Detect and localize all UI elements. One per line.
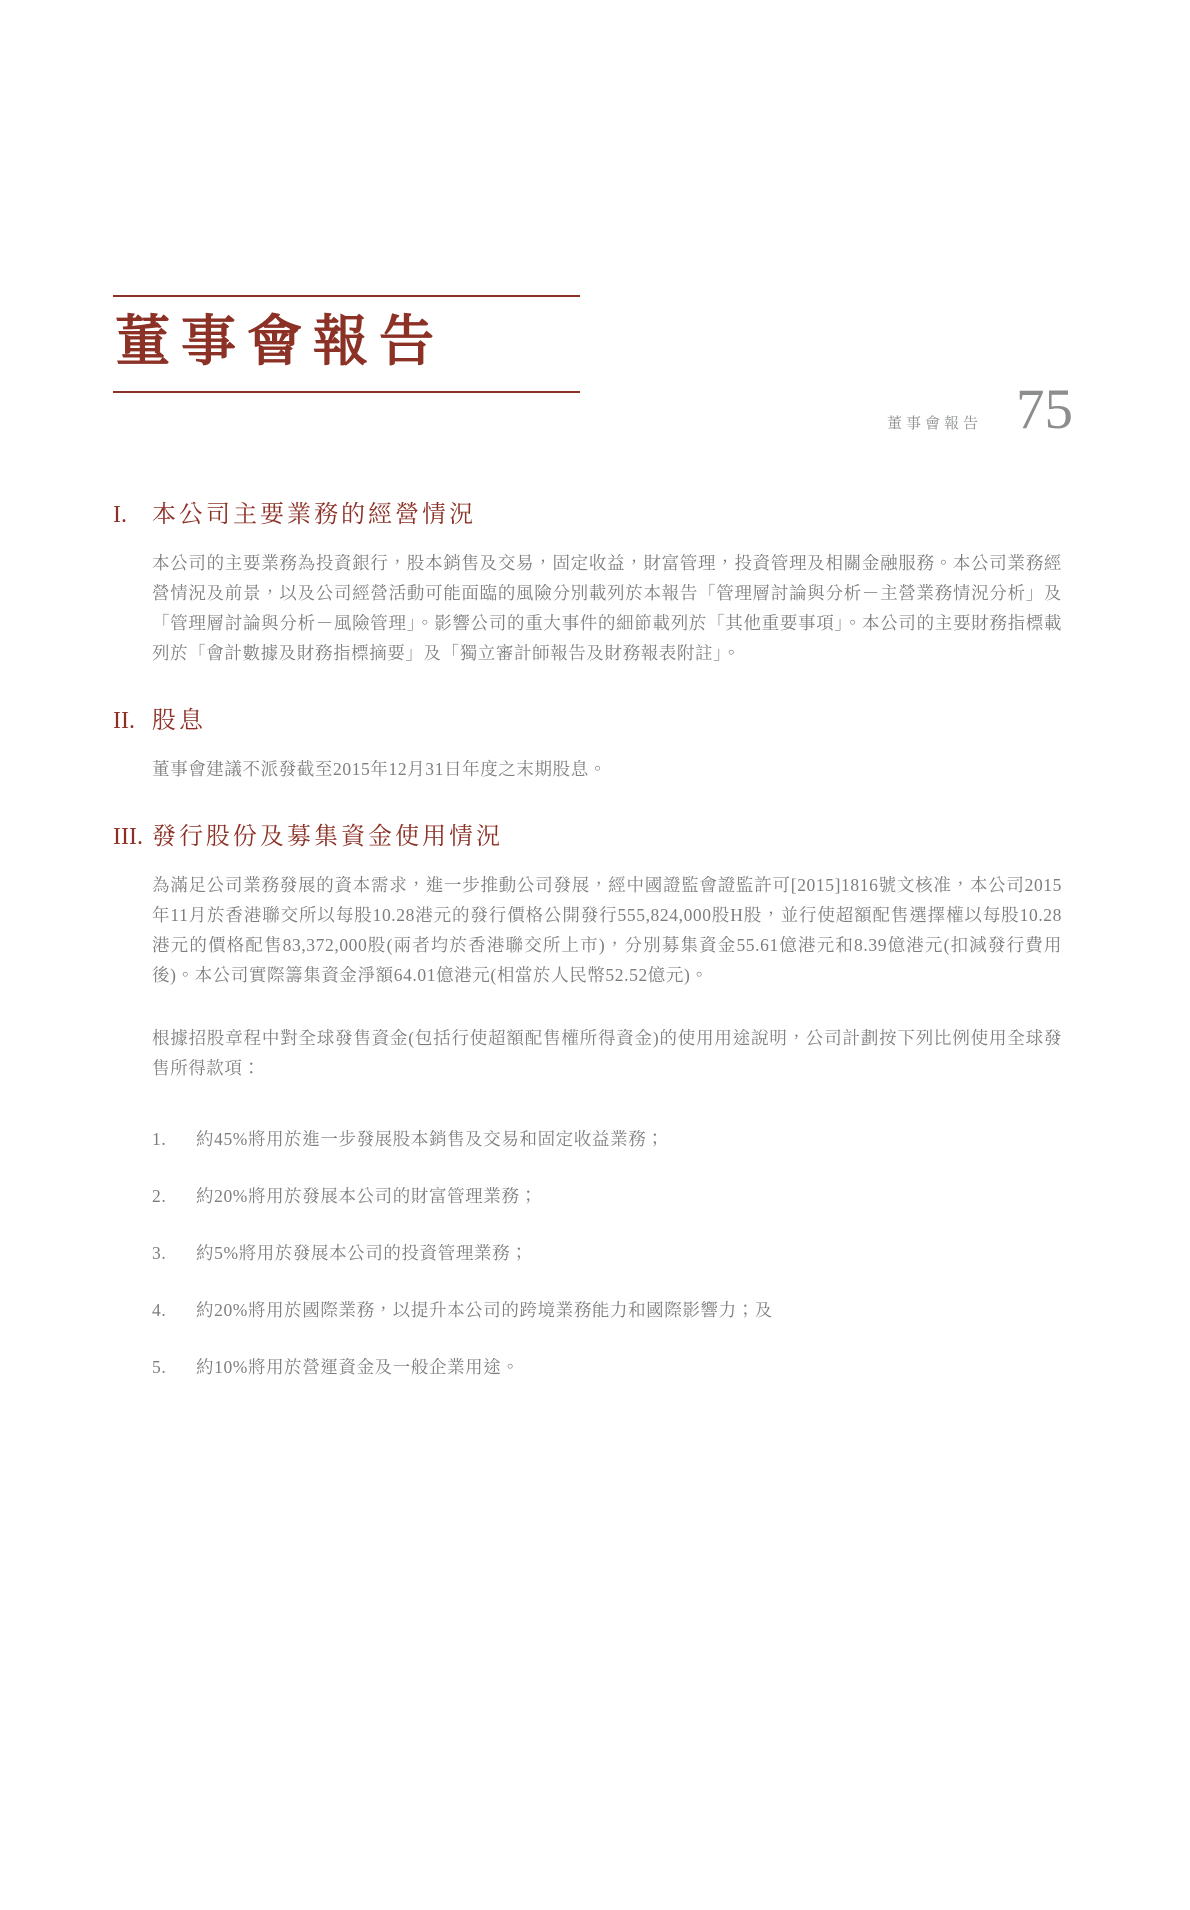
section-heading [113,821,1062,853]
document-title: 董事會報告 [115,311,446,372]
list-item-number: 5. [152,1356,167,1377]
running-header-title: 董事會報告 [886,416,982,432]
section-numeral: I. [113,501,127,528]
paragraph: 根據招股章程中對全球發售資金(包括行使超額配售權所得資金)的使用用途說明，公司計劃按下列比例使用全球發售所得款項： [152,1027,1062,1078]
list-item-text: 約10%將用於營運資金及一般企業用途。 [196,1356,520,1377]
list-item-text: 約20%將用於發展本公司的財富管理業務； [196,1185,538,1206]
list-item-text: 約20%將用於國際業務，以提升本公司的跨境業務能力和國際影響力；及 [196,1299,773,1320]
section-numeral: II. [113,707,135,734]
proceeds-use-list [152,1124,1062,1382]
content [113,499,1062,1382]
list-item-number: 3. [152,1242,167,1263]
section-title: 股息 [152,707,206,734]
section-body [152,754,1062,784]
list-item-text: 約5%將用於發展本公司的投資管理業務； [196,1242,529,1263]
list-item [152,1295,1062,1325]
paragraph: 董事會建議不派發截至2015年12月31日年度之末期股息。 [152,758,607,779]
document-page [0,295,1190,1382]
paragraph: 為滿足公司業務發展的資本需求，進一步推動公司發展，經中國證監會證監許可[2015]1816號文核准，本公司2015年11月於香港聯交所以每股10.28港元的發行價格公開發行555,824,000股H股，並行使超額配售選擇權以每股10.28港元的價格配售83,372,000股(兩者均於香港聯交所上市)，分別募集資金55.61億港元和8.39億港元(扣減發行費用後)。本公司實際籌集資金淨額64.01億港元(相當於人民幣52.52億元)。 [152,874,1062,985]
list-item-text: 約45%將用於進一步發展股本銷售及交易和固定收益業務； [196,1128,665,1149]
section-body [152,548,1062,668]
page-header [886,378,1073,441]
section-share-issuance [113,821,1062,1382]
title-block [113,295,580,393]
section-heading [113,705,1062,737]
section-heading [113,499,1062,531]
list-item [152,1124,1062,1154]
list-item [152,1238,1062,1268]
list-item [152,1352,1062,1382]
section-business-operations [113,499,1062,668]
section-numeral: III. [113,823,143,850]
section-title: 本公司主要業務的經營情況 [152,501,476,528]
list-item-number: 1. [152,1128,167,1149]
section-title: 發行股份及募集資金使用情況 [152,823,503,850]
section-body [152,870,1062,1382]
list-item-number: 4. [152,1299,167,1320]
list-item-number: 2. [152,1185,167,1206]
paragraph: 本公司的主要業務為投資銀行，股本銷售及交易，固定收益，財富管理，投資管理及相關金融服務。本公司業務經營情況及前景，以及公司經營活動可能面臨的風險分別載列於本報告「管理層討論與分析－主營業務情況分析」及「管理層討論與分析－風險管理」。影響公司的重大事件的細節載列於「其他重要事項」。本公司的主要財務指標載列於「會計數據及財務指標摘要」及「獨立審計師報告及財務報表附註」。 [152,552,1062,663]
list-item [152,1181,1062,1211]
section-dividends [113,705,1062,784]
page-number: 75 [1016,378,1073,441]
